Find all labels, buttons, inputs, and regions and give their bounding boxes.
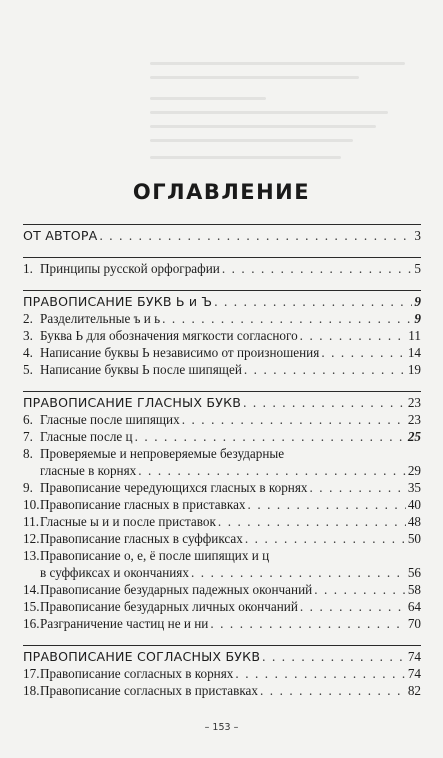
toc-leader — [135, 428, 406, 445]
toc-entry — [23, 293, 421, 310]
toc-entry-number: 10. — [23, 497, 40, 512]
toc-entry-continuation — [23, 462, 421, 479]
toc-leader — [210, 615, 406, 632]
toc-page-number: 64 — [407, 599, 421, 614]
toc-entry-label: Написание буквы Ь после шипящей — [40, 362, 242, 377]
toc-entry — [23, 428, 421, 445]
toc-leader — [262, 648, 406, 665]
toc-entry — [23, 598, 421, 615]
toc-entry — [23, 227, 421, 244]
toc-entry-label: Правописание согласных в приставках — [40, 683, 258, 698]
page-title: ОГЛАВЛЕНИЕ — [132, 180, 311, 204]
toc-entry-label: Буква Ь для обозначения мягкости согласного — [40, 328, 298, 343]
toc-entry-label: Принципы русской орфографии — [40, 261, 220, 276]
toc-entry-label: Гласные после шипящих — [40, 412, 180, 427]
toc-section-label: ПРАВОПИСАНИЕ СОГЛАСНЫХ БУКВ — [23, 649, 261, 664]
toc-entry-label: Разделительные ъ и ь — [40, 311, 161, 326]
toc-entry — [23, 530, 421, 547]
toc-entry-label: Разграничение частиц не и ни — [40, 616, 209, 631]
toc-page-number: 74 — [407, 649, 421, 664]
toc-entry-number: 11. — [23, 514, 39, 529]
toc-page-number: 19 — [407, 362, 421, 377]
toc-page-number: 11 — [408, 328, 421, 343]
toc-entry-number: 15. — [23, 599, 40, 614]
toc-entry-number: 8. — [23, 446, 33, 461]
toc-entry — [23, 615, 421, 632]
toc-entry-number: 9. — [23, 480, 33, 495]
bleed-through-decoration — [150, 62, 440, 232]
toc-entry — [23, 547, 421, 564]
toc-entry-number: 13. — [23, 548, 40, 563]
toc-entry — [23, 411, 421, 428]
toc-entry — [23, 665, 421, 682]
toc-entry-label: Правописание гласных в приставках — [40, 497, 246, 512]
toc-leader — [162, 310, 412, 327]
toc-entry — [23, 513, 421, 530]
toc-page-number: 23 — [407, 395, 421, 410]
toc-page-number: 56 — [407, 565, 421, 580]
toc-leader — [138, 462, 406, 479]
toc-entry-label: Гласные ы и и после приставок — [40, 514, 216, 529]
toc-leader — [182, 411, 406, 428]
toc-entry — [23, 310, 421, 327]
toc-entry-number: 12. — [23, 531, 40, 546]
toc-page-number: 29 — [407, 463, 421, 478]
toc-entry-number: 5. — [23, 362, 33, 377]
toc-page-number: 58 — [407, 582, 421, 597]
toc-leader — [248, 496, 406, 513]
toc-entry — [23, 394, 421, 411]
toc-page-number: 3 — [414, 228, 421, 243]
toc-entry-label: Написание буквы Ь независимо от произношения — [40, 345, 320, 360]
toc-entry-label: Правописание безударных личных окончаний — [40, 599, 298, 614]
toc-entry — [23, 479, 421, 496]
toc-leader — [99, 227, 412, 244]
toc-entry-number: 2. — [23, 311, 33, 326]
toc-page-number: 25 — [407, 429, 421, 444]
page-number-footer: – 153 – — [204, 722, 239, 733]
toc-page-number: 74 — [407, 666, 421, 681]
toc-entry — [23, 648, 421, 665]
toc-entry-number: 18. — [23, 683, 40, 698]
toc-leader — [314, 581, 406, 598]
toc-page-number: 9 — [414, 311, 421, 326]
toc-page-number: 9 — [414, 294, 421, 309]
toc-leader — [300, 598, 406, 615]
toc-leader — [300, 327, 407, 344]
toc-entry-label: Правописание чередующихся гласных в корнях — [40, 480, 308, 495]
toc-section-label: ПРАВОПИСАНИЕ ГЛАСНЫХ БУКВ — [23, 395, 242, 410]
toc-leader — [218, 513, 406, 530]
toc-leader — [310, 479, 406, 496]
toc-entry-number: 1. — [23, 261, 33, 276]
toc-entry-continuation — [23, 564, 421, 581]
toc-entry — [23, 581, 421, 598]
toc-entry-number: 7. — [23, 429, 33, 444]
toc-page-number: 82 — [407, 683, 421, 698]
toc-entry-number: 4. — [23, 345, 33, 360]
toc-entry — [23, 682, 421, 699]
toc-section-label: ПРАВОПИСАНИЕ БУКВ Ь и Ъ — [23, 294, 213, 309]
divider — [23, 290, 421, 291]
toc-page-number: 70 — [407, 616, 421, 631]
divider — [23, 224, 421, 225]
toc-leader — [243, 394, 406, 411]
toc-entry-number: 3. — [23, 328, 33, 343]
toc-entry-number: 6. — [23, 412, 33, 427]
toc-page-number: 48 — [407, 514, 421, 529]
toc-entry-label: Правописание согласных в корнях — [40, 666, 234, 681]
divider — [23, 257, 421, 258]
toc-page-number: 35 — [407, 480, 421, 495]
toc-entry-label: Гласные после ц — [40, 429, 133, 444]
toc-entry-label: Правописание гласных в суффиксах — [40, 531, 243, 546]
toc-leader — [235, 665, 405, 682]
toc-entry — [23, 445, 421, 462]
toc-entry-label: гласные в корнях — [40, 463, 137, 478]
toc-entry-label: в суффиксах и окончаниях — [40, 565, 189, 580]
toc-page-number: 5 — [414, 261, 421, 276]
toc-page-number: 50 — [407, 531, 421, 546]
toc-leader — [260, 682, 406, 699]
toc-page-number: 23 — [407, 412, 421, 427]
toc-leader — [214, 293, 412, 310]
toc-entry-number: 16. — [23, 616, 40, 631]
toc-leader — [321, 344, 406, 361]
toc-entry — [23, 361, 421, 378]
toc-entry-label: Проверяемые и непроверяемые безударные — [40, 446, 285, 461]
toc-entry — [23, 344, 421, 361]
divider — [23, 645, 421, 646]
toc-section-label: ОТ АВТОРА — [23, 228, 98, 243]
toc-entry-label: Правописание безударных падежных окончаний — [40, 582, 313, 597]
toc-leader — [222, 260, 413, 277]
toc-page-number: 40 — [407, 497, 421, 512]
toc-entry — [23, 496, 421, 513]
toc-leader — [191, 564, 406, 581]
toc-leader — [245, 530, 406, 547]
toc-entry — [23, 327, 421, 344]
toc-entry — [23, 260, 421, 277]
toc-entry-number: 17. — [23, 666, 40, 681]
toc-leader — [244, 361, 406, 378]
toc-page-number: 14 — [407, 345, 421, 360]
toc-entry-label: Правописание о, е, ё после шипящих и ц — [40, 548, 270, 563]
divider — [23, 391, 421, 392]
toc-entry-number: 14. — [23, 582, 40, 597]
